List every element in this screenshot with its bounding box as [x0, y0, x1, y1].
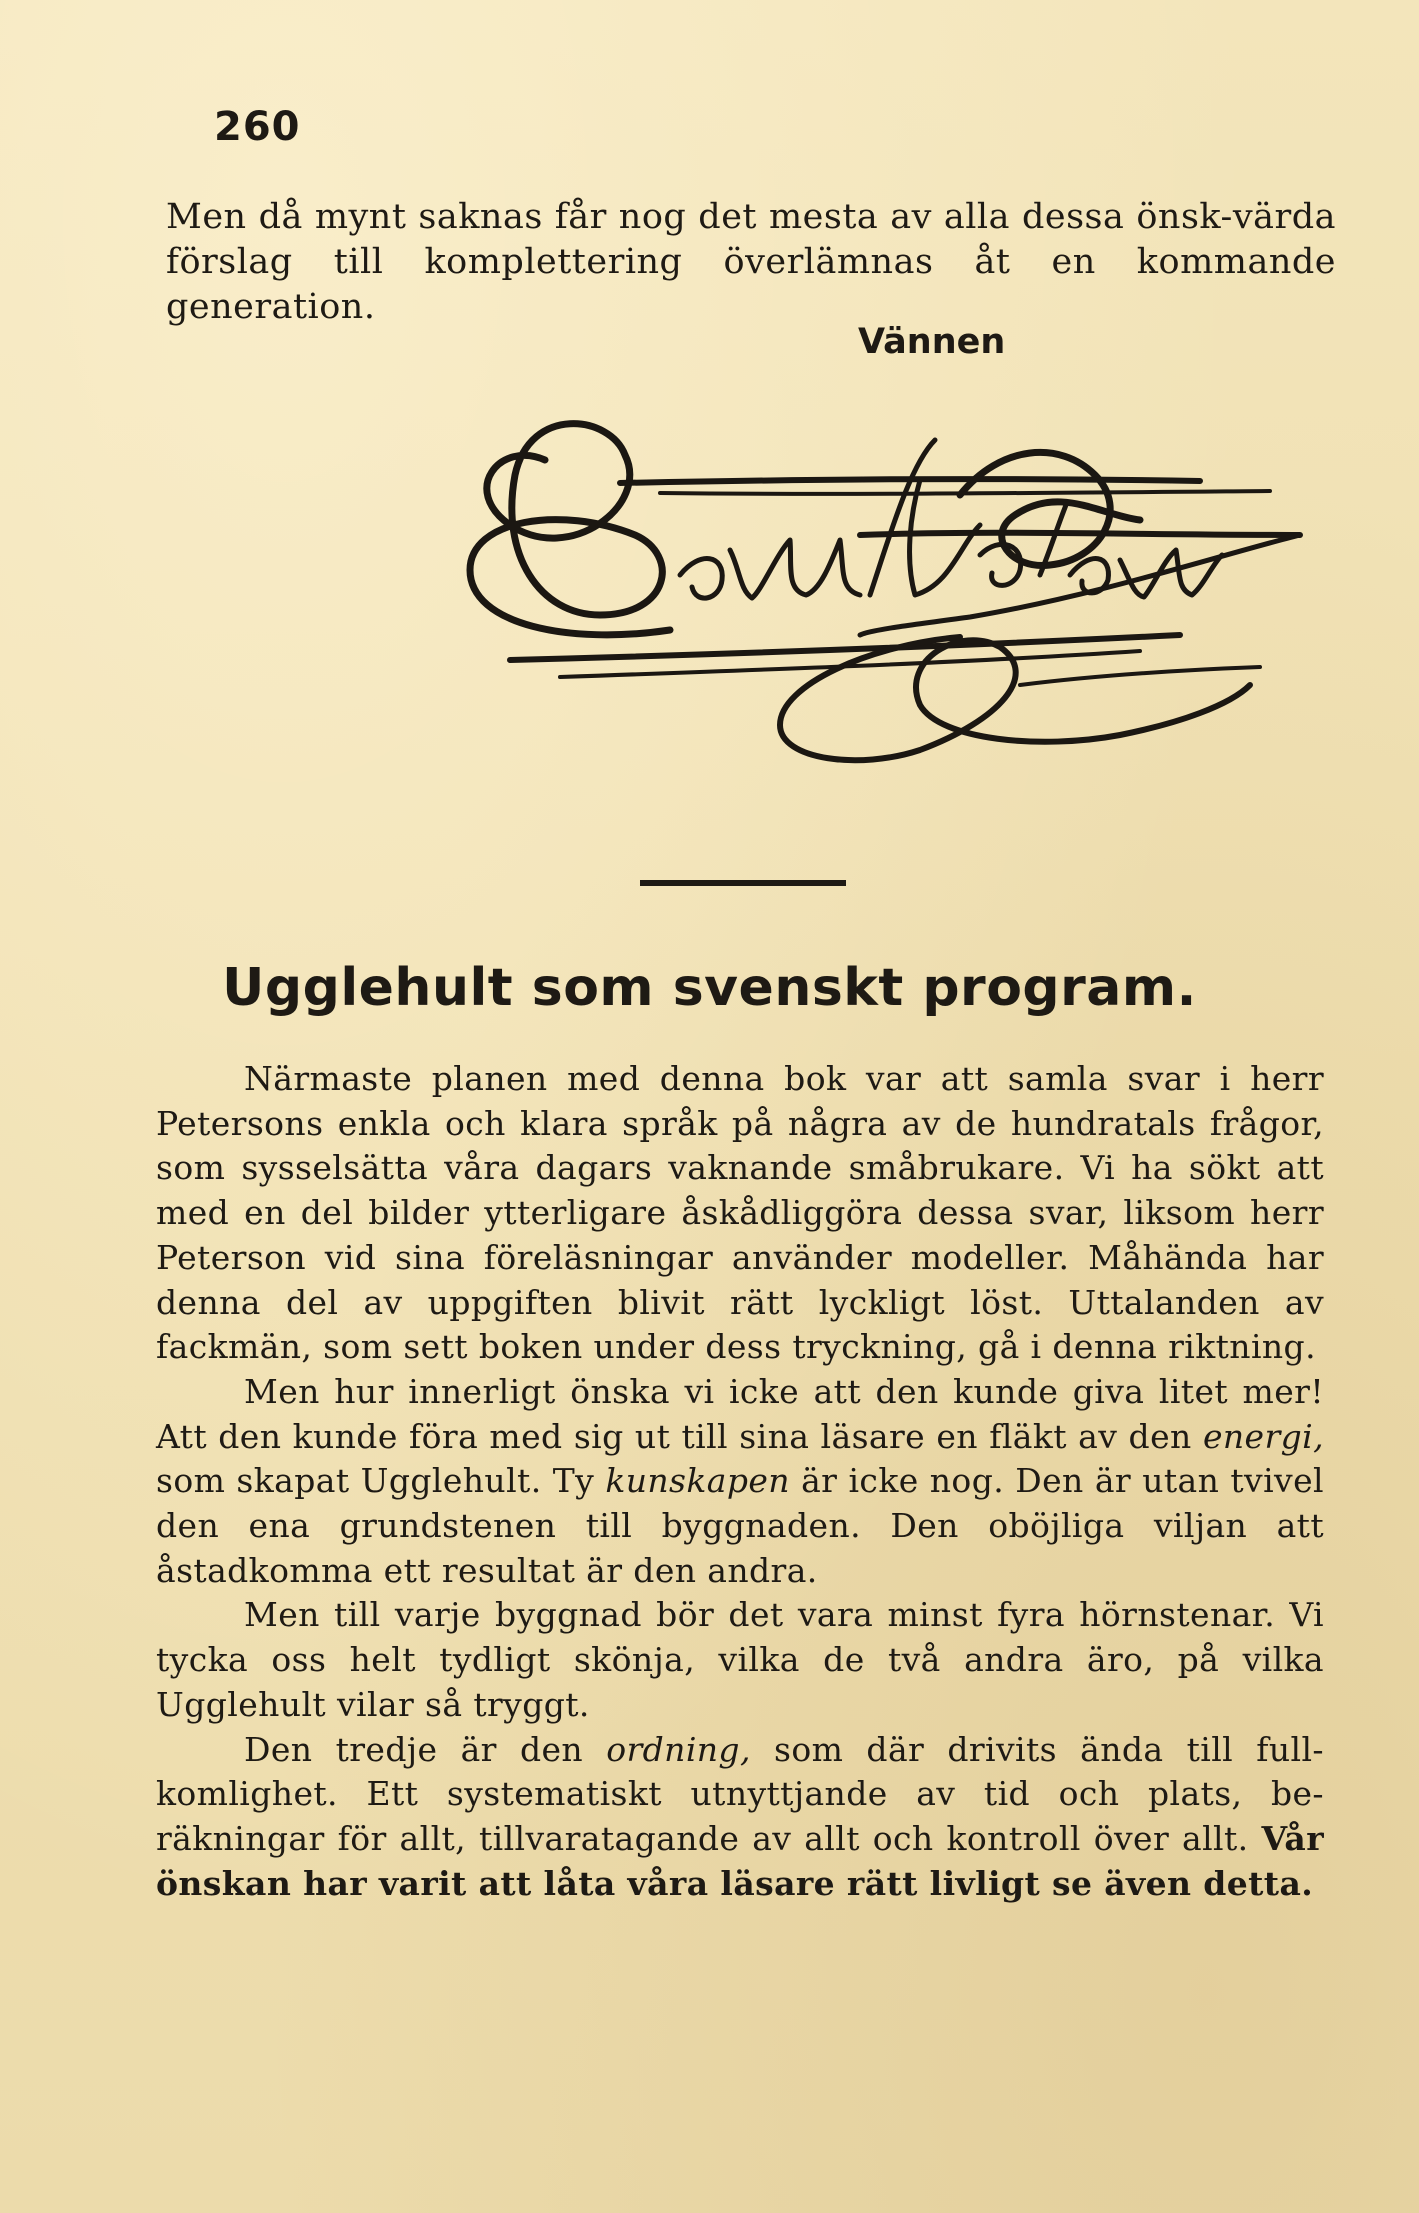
text-run: som skapat Ugglehult. Ty: [156, 1461, 606, 1501]
text-run: Men hur innerligt önska vi icke att den kunde giva litet mer! Att den kunde föra med sig ut till sina läsare en fläkt av den: [156, 1371, 1324, 1456]
text-run: som där drivits ända till full-komlighet. Ett systematiskt utnyttjande av tid och plats, be-räkningar för allt, tillvaratagande av allt och kontroll över allt.: [156, 1729, 1324, 1858]
paragraph: [156, 1370, 1324, 1594]
valediction: Vännen: [858, 322, 1006, 362]
section-heading: Ugglehult som svenskt program.: [222, 958, 1197, 1018]
emphasis: kunskapen: [605, 1461, 790, 1501]
intro-paragraph: Men då mynt saknas får nog det mesta av alla dessa önsk-värda förslag till komplettering överlämnas åt en kommande generation.: [166, 197, 1336, 327]
emphasis: ordning,: [606, 1729, 751, 1769]
text-run: Den tredje är den: [244, 1729, 607, 1769]
paragraph: Närmaste planen med denna bok var att samla svar i herr Petersons enkla och klara språk på några av de hundratals frågor, som sysselsätta våra dagars vaknande småbrukare. Vi ha sökt att med en del bilder ytterligare åskådliggöra dessa svar, liksom herr Peterson vid sina föreläsningar använder modeller. Måhända har denna del av uppgiften blivit rätt lyckligt löst. Uttalanden av fackmän, som sett boken under dess tryckning, gå i denna riktning.: [156, 1059, 1324, 1367]
section-body: [156, 1057, 1324, 1906]
handwritten-signature: [440, 385, 1320, 805]
bold-text-run: Vår önskan har varit att låta våra läsare rätt livligt se även detta.: [156, 1818, 1324, 1903]
paragraph: Men till varje byggnad bör det vara minst fyra hörnstenar. Vi tycka oss helt tydligt skönja, vilka de två andra äro, på vilka Ugglehult vilar så tryggt.: [156, 1595, 1324, 1724]
page-number: 260: [214, 104, 301, 150]
paragraph: [156, 1728, 1324, 1907]
section-divider: [640, 880, 846, 886]
text-run: är icke nog. Den är utan tvivel den ena grundstenen till byggnaden. Den oböjliga viljan att åstadkomma ett resultat är den andra.: [156, 1461, 1324, 1590]
emphasis: energi,: [1202, 1416, 1324, 1456]
